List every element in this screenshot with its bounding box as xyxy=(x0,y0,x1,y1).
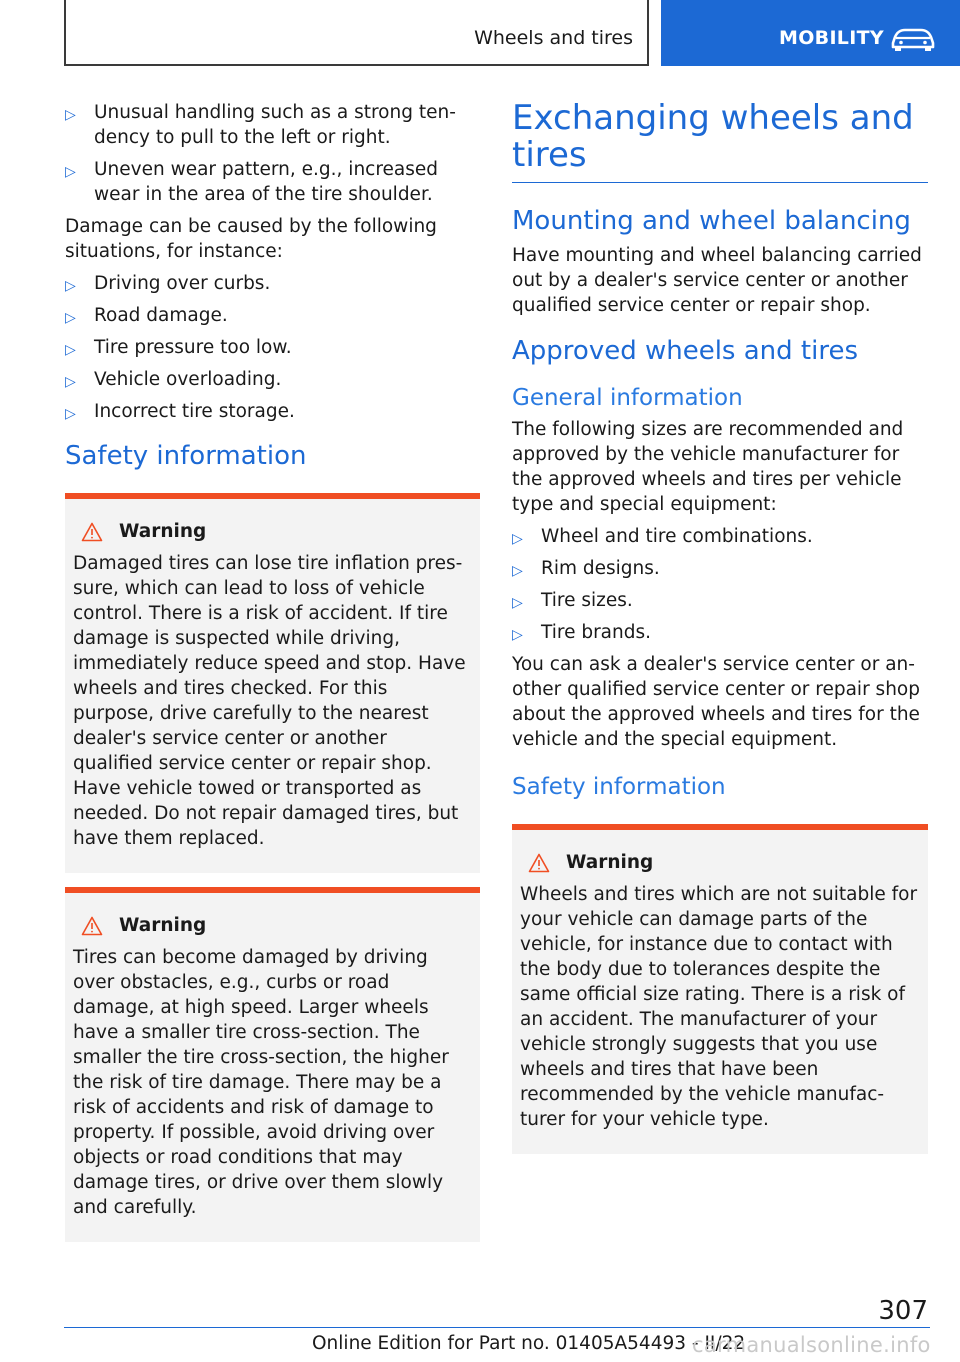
watermark: carmanualsonline.info xyxy=(692,1333,931,1357)
approved-list xyxy=(512,524,928,645)
bullet-triangle-icon: ▷ xyxy=(65,164,76,180)
warning-header xyxy=(73,915,472,936)
warning-text: Tires can become damaged by driving over obstacles, e.g., curbs or road damage, at high speed. Larger wheels have a smaller tire cross-section. The smaller the tire cross-section, the higher the risk of tire damage. There may be a risk of accidents and risk of damage to property. If possible, avoid driving over objects or road conditions that may damage tires, or drive over them slowly and carefully. xyxy=(73,947,449,1218)
list-item: ▷ Tire sizes. xyxy=(512,588,928,613)
page-number: 307 xyxy=(878,1296,928,1326)
mounting-paragraph: Have mounting and wheel balancing carried out by a dealer's service center or another qualified service center or repair shop. xyxy=(512,245,922,316)
header-section-box xyxy=(64,0,649,66)
warning-triangle-icon xyxy=(528,853,550,873)
main-heading: Exchanging wheels and tires xyxy=(512,98,914,175)
warning-label: Warning xyxy=(119,915,207,936)
bullet-triangle-icon: ▷ xyxy=(65,406,76,422)
header-chapter-title: MOBILITY xyxy=(779,27,884,49)
footer-rule xyxy=(64,1327,930,1328)
warning-box xyxy=(65,887,480,1242)
list-item: ▷ Vehicle overloading. xyxy=(65,367,480,392)
warning-triangle-icon xyxy=(81,916,103,936)
list-item: ▷ Uneven wear pattern, e.g., increased wear in the area of the tire shoulder. xyxy=(65,159,439,205)
bullet-triangle-icon: ▷ xyxy=(512,531,523,547)
header-chapter-box xyxy=(661,0,960,66)
right-column xyxy=(512,100,928,1154)
mounting-heading: Mounting and wheel balancing xyxy=(512,206,911,236)
bullet-triangle-icon: ▷ xyxy=(512,563,523,579)
bullet-triangle-icon: ▷ xyxy=(512,595,523,611)
bullet-triangle-icon: ▷ xyxy=(65,310,76,326)
safety-information-heading: Safety information xyxy=(65,441,307,471)
list-item: ▷ Road damage. xyxy=(65,303,480,328)
list-item: ▷ Wheel and tire combinations. xyxy=(512,524,928,549)
safety-information-heading: Safety information xyxy=(512,774,726,800)
list-item: ▷ Tire brands. xyxy=(512,620,928,645)
general-information-paragraph: The following sizes are recommended and approved by the vehicle manufacturer for the approved wheels and tires per vehicle type and special equipment: xyxy=(512,419,904,515)
warning-text: Damaged tires can lose tire inflation pressure, which can lead to loss of vehicle control. There is a risk of accident. If tire damage is suspected while driving, immediately reduce speed and stop. Have wheels and tires checked. For this purpose, drive carefully to the nearest dealer's service center or another qualified service center or repair shop. Have vehicle towed or transported as needed. Do not repair damaged tires, but have them replaced. xyxy=(73,553,466,849)
list-item: ▷ Rim designs. xyxy=(512,556,928,581)
ask-dealer-paragraph: You can ask a dealer's service center or another qualified service center or repair shop about the approved wheels and tires for the vehicle and the special equipment. xyxy=(512,654,920,750)
car-icon xyxy=(889,26,937,52)
bullet-triangle-icon: ▷ xyxy=(65,342,76,358)
left-column xyxy=(65,100,480,1242)
general-information-heading: General information xyxy=(512,385,743,411)
list-item: ▷ Tire pressure too low. xyxy=(65,335,480,360)
list-item: ▷ Incorrect tire storage. xyxy=(65,399,480,424)
bullet-triangle-icon: ▷ xyxy=(512,627,523,643)
header-section-title: Wheels and tires xyxy=(474,27,633,49)
approved-heading: Approved wheels and tires xyxy=(512,336,858,366)
warning-header xyxy=(73,521,472,542)
bullet-triangle-icon: ▷ xyxy=(65,374,76,390)
warning-header xyxy=(520,852,920,873)
warning-triangle-icon xyxy=(81,522,103,542)
warning-text: Wheels and tires which are not suitable for your vehicle can damage parts of the vehicle, for instance due to contact with the body due to tolerances despite the same official size rating. There is a risk of an accident. The manufacturer of your vehicle strongly suggests that you use wheels and tires that have been recommended by the vehicle manufacturer for your vehicle type. xyxy=(520,884,918,1130)
list-item: ▷ Unusual handling such as a strong tendency to pull to the left or right. xyxy=(65,102,456,148)
damage-causes-list xyxy=(65,271,480,424)
heading-rule xyxy=(512,182,928,183)
warning-box xyxy=(512,824,928,1154)
warning-label: Warning xyxy=(119,521,207,542)
damage-causes-paragraph: Damage can be caused by the following situations, for instance: xyxy=(65,216,437,262)
edition-text: Online Edition for Part no. 01405A54493 - II/22 xyxy=(312,1333,746,1354)
bullet-triangle-icon: ▷ xyxy=(65,107,76,123)
bullet-triangle-icon: ▷ xyxy=(65,278,76,294)
symptom-list xyxy=(65,100,480,207)
list-item: ▷ Driving over curbs. xyxy=(65,271,480,296)
warning-box xyxy=(65,493,480,873)
warning-label: Warning xyxy=(566,852,654,873)
